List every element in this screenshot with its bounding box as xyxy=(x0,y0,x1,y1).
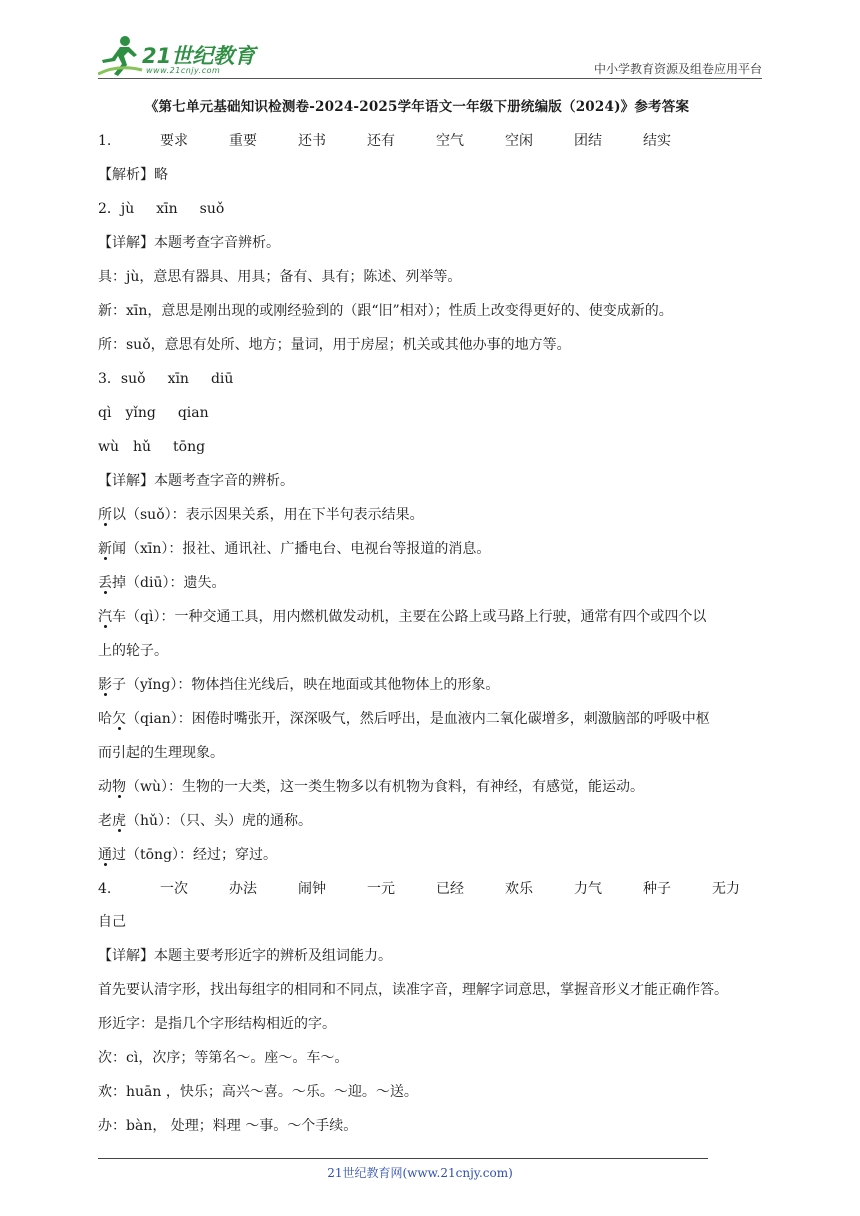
q3-item xyxy=(98,566,766,600)
logo xyxy=(98,34,268,80)
q3-pinyin: tōng xyxy=(173,439,206,455)
q2-explanation: 具：jù，意思有器具、用具；备有、具有；陈述、列举等。 xyxy=(98,269,462,285)
q3-pinyin: suǒ xyxy=(120,371,146,387)
q3-item xyxy=(98,600,766,634)
q4-answer: 种子 xyxy=(643,881,671,897)
q4-explanation: 首先要认清字形，找出每组字的相同和不同点，读准字音，理解字词意思，掌握音形义才能正确作答。 xyxy=(98,982,728,998)
q3-item xyxy=(98,804,766,838)
q4-answer: 欢乐 xyxy=(505,881,533,897)
q4-answer: 一元 xyxy=(367,881,395,897)
header-divider xyxy=(98,78,762,79)
q3-pinyin: qian xyxy=(177,405,209,421)
q3-pinyin: wù xyxy=(98,439,119,455)
runner-logo-icon xyxy=(98,34,144,78)
q3-answer-row xyxy=(98,396,766,430)
answer-content xyxy=(98,96,766,1143)
q1-answer-row xyxy=(98,124,766,158)
emphasized-char: 所 xyxy=(98,507,112,523)
q3-item-text: （wù）：生物的一大类，这一类生物多以有机物为食料，有神经，有感觉，能运动。 xyxy=(126,779,644,795)
word-char: 动 xyxy=(98,779,112,795)
q3-item xyxy=(98,702,766,736)
word-char: 哈 xyxy=(98,711,112,727)
page-footer: 21世纪教育网(www.21cnjy.com) xyxy=(327,1166,513,1180)
q3-item-text: （suǒ）：表示因果关系，用在下半句表示结果。 xyxy=(126,507,424,523)
q3-detail: 【详解】本题考查字音的辨析。 xyxy=(98,473,294,489)
q4-explanation: 欢：huān ，快乐；高兴～喜。～乐。～迎。～送。 xyxy=(98,1084,418,1100)
logo-text: 21世纪教育 xyxy=(142,44,256,68)
q3-item-text: （tōng）：经过；穿过。 xyxy=(126,847,278,863)
q4-number: 4. xyxy=(98,881,112,897)
q4-detail: 【详解】本题主要考形近字的辨析及组词能力。 xyxy=(98,948,392,964)
q3-answer-row xyxy=(98,430,766,464)
q1-answer: 还书 xyxy=(298,133,326,149)
q3-answer-row xyxy=(98,362,766,396)
q3-item xyxy=(98,668,766,702)
header-platform-text: 中小学教育资源及组卷应用平台 xyxy=(593,62,762,76)
page-header xyxy=(98,30,762,78)
q3-item-text: （hǔ）：（只、头）虎的通称。 xyxy=(126,813,313,829)
q4-answer-last: 自己 xyxy=(98,914,126,930)
emphasized-char: 新 xyxy=(98,541,112,557)
q1-answer: 团结 xyxy=(574,133,602,149)
footer-divider xyxy=(98,1158,708,1159)
page-title: 《第七单元基础知识检测卷-2024-2025学年语文一年级下册统编版（2024)》参考答案 xyxy=(144,99,690,115)
q1-answer: 还有 xyxy=(367,133,395,149)
q1-answer: 空气 xyxy=(436,133,464,149)
q4-answer: 闹钟 xyxy=(298,881,326,897)
emphasized-char: 丢 xyxy=(98,575,112,591)
q1-number: 1. xyxy=(98,133,112,149)
q2-explanation: 新：xīn，意思是刚出现的或刚经验到的（跟“旧”相对）；性质上改变得更好的、使变成新的。 xyxy=(98,303,673,319)
q3-item-continuation: 上的轮子。 xyxy=(98,643,168,659)
q2-pinyin: suǒ xyxy=(199,201,225,217)
word-char: 以 xyxy=(112,507,126,523)
q4-answer: 已经 xyxy=(436,881,464,897)
q1-answer: 结实 xyxy=(643,133,671,149)
q2-pinyin: jù xyxy=(120,201,135,217)
q3-item-text: （diū）：遗失。 xyxy=(126,575,226,591)
q2-detail: 【详解】本题考查字音辨析。 xyxy=(98,235,280,251)
q2-number: 2． xyxy=(98,201,121,217)
q3-pinyin: qì xyxy=(98,405,112,421)
word-char: 过 xyxy=(112,847,126,863)
q3-item-continuation: 而引起的生理现象。 xyxy=(98,745,224,761)
q3-item-text: （qian）：困倦时嘴张开，深深吸气，然后呼出，是血液内二氧化碳增多，刺激脑部的呼吸中枢 xyxy=(126,711,710,727)
q1-answer: 要求 xyxy=(160,133,188,149)
q3-pinyin: diū xyxy=(210,371,234,387)
q4-explanation: 办：bàn， 处理；料理 ～事。～个手续。 xyxy=(98,1118,358,1134)
q3-item-text: （yǐng）：物体挡住光线后，映在地面或其他物体上的形象。 xyxy=(126,677,500,693)
emphasized-char: 通 xyxy=(98,847,112,863)
emphasized-char: 欠 xyxy=(112,711,126,727)
q4-explanation: 形近字：是指几个字形结构相近的字。 xyxy=(98,1016,336,1032)
q3-pinyin: xīn xyxy=(167,371,189,387)
emphasized-char: 虎 xyxy=(112,813,126,829)
emphasized-char: 汽 xyxy=(98,609,112,625)
emphasized-char: 影 xyxy=(98,677,112,693)
q3-pinyin: yǐng xyxy=(125,405,156,421)
q2-pinyin: xīn xyxy=(156,201,178,217)
word-char: 子 xyxy=(112,677,126,693)
q4-answer: 办法 xyxy=(229,881,257,897)
q2-explanation: 所：suǒ，意思有处所、地方；量词，用于房屋；机关或其他办事的地方等。 xyxy=(98,337,571,353)
q3-pinyin: hǔ xyxy=(133,439,152,455)
word-char: 闻 xyxy=(112,541,126,557)
q4-answer: 力气 xyxy=(574,881,602,897)
q4-answer: 无力 xyxy=(712,881,740,897)
q1-answer: 重要 xyxy=(229,133,257,149)
q3-item xyxy=(98,770,766,804)
q4-answer-row xyxy=(98,872,766,906)
q1-answer: 空闲 xyxy=(505,133,533,149)
q2-answer-row xyxy=(98,192,766,226)
q4-answer: 一次 xyxy=(160,881,188,897)
word-char: 老 xyxy=(98,813,112,829)
emphasized-char: 物 xyxy=(112,779,126,795)
q3-item xyxy=(98,532,766,566)
q3-item-text: （qì）：一种交通工具，用内燃机做发动机，主要在公路上或马路上行驶，通常有四个或四个以 xyxy=(126,609,707,625)
q4-explanation: 次：cì，次序；等第名～。座～。车～。 xyxy=(98,1050,349,1066)
q3-item xyxy=(98,498,766,532)
q1-analysis: 【解析】略 xyxy=(98,167,168,183)
q3-number: 3． xyxy=(98,371,121,387)
logo-url: www.21cnjy.com xyxy=(146,66,221,75)
q3-item-text: （xīn）：报社、通讯社、广播电台、电视台等报道的消息。 xyxy=(126,541,491,557)
word-char: 车 xyxy=(112,609,126,625)
q3-item xyxy=(98,838,766,872)
word-char: 掉 xyxy=(112,575,126,591)
